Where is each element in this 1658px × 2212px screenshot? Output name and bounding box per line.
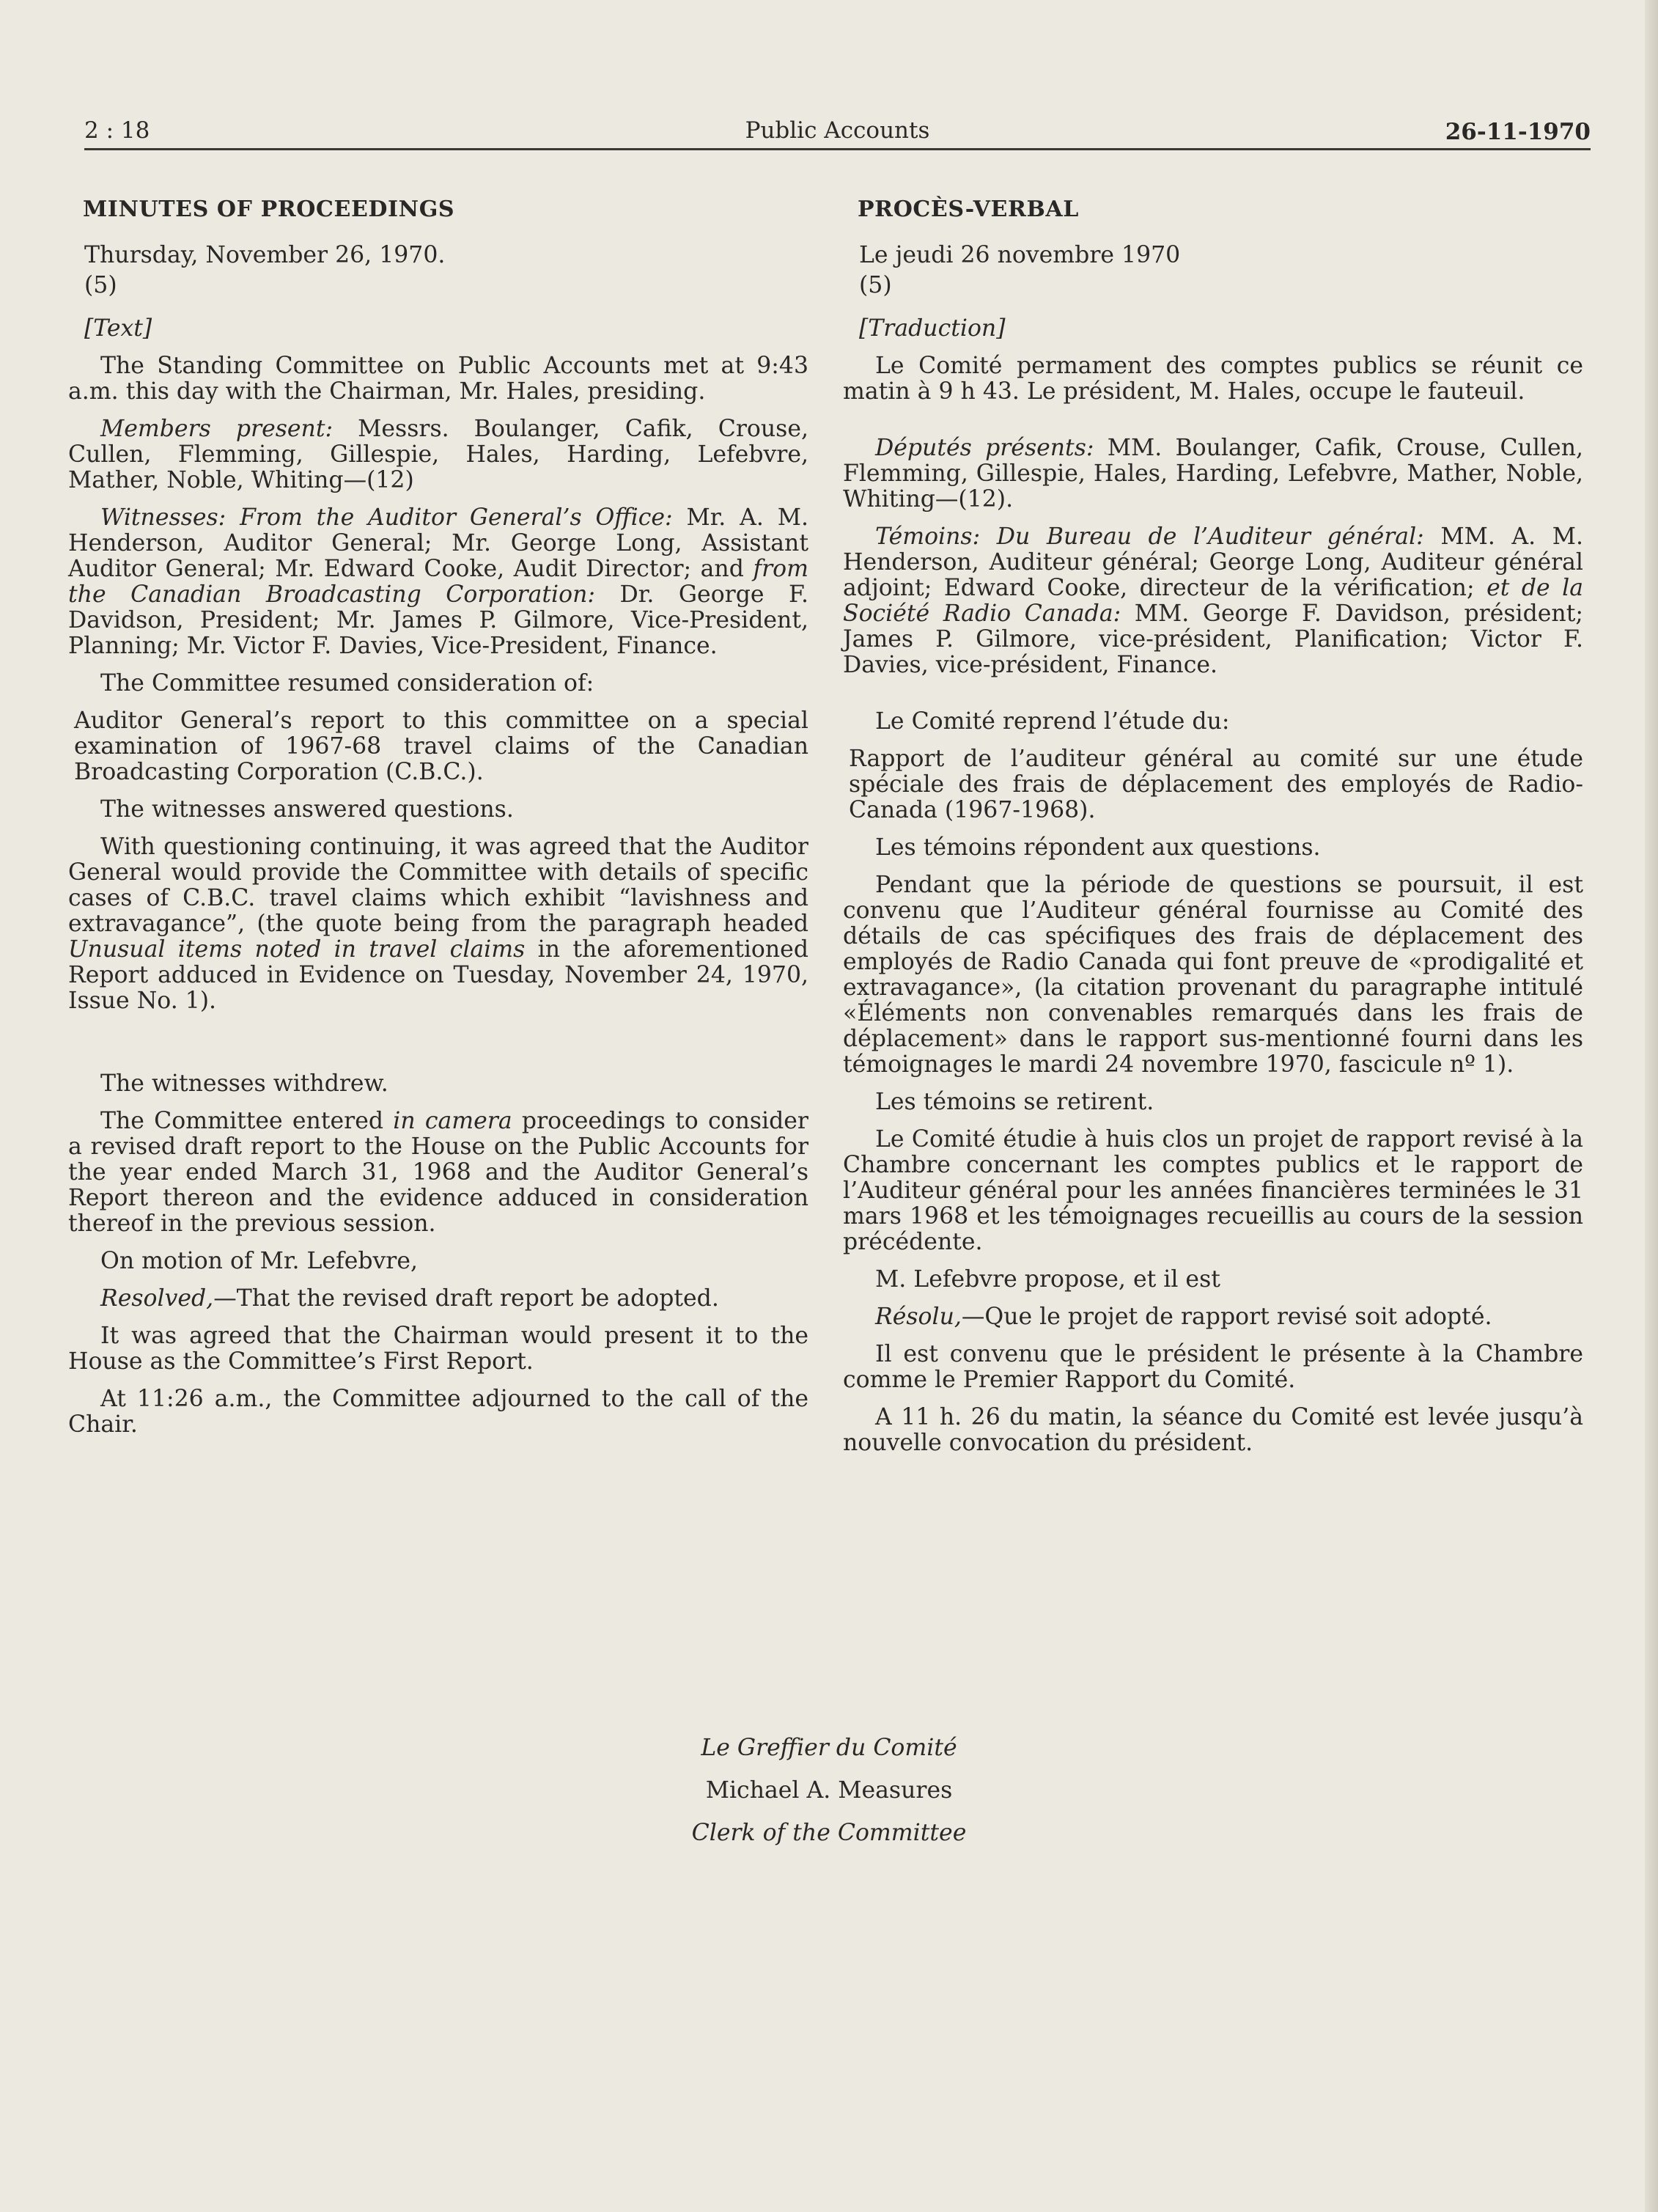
english-column <box>68 196 808 1449</box>
french-heading: PROCÈS-VERBAL <box>858 196 1079 222</box>
english-members-label: Members present: <box>100 416 334 442</box>
page-number: 2 : 18 <box>84 117 150 144</box>
french-members-label: Députés présents: <box>875 435 1094 461</box>
english-report: Auditor General’s report to this committee on a special examination of 1967-68 travel claims of the Canadian Broadcasting Corporation (C.B.C.). <box>74 708 808 785</box>
french-resolved <box>843 1304 1583 1330</box>
english-witnesses-cbc: Dr. George F. Davidson, President; Mr. James P. Gilmore, Vice-President, Planning; Mr. Victor F. Davies, Vice-President, Finance. <box>68 581 808 659</box>
french-adjourned: A 11 h. 26 du matin, la séance du Comité est levée jusqu’à nouvelle convocation du président. <box>843 1404 1583 1456</box>
clerk-name: Michael A. Measures <box>705 1777 953 1804</box>
english-camera <box>68 1109 808 1237</box>
french-opening: Le Comité permament des comptes publics se réunit ce matin à 9 h 43. Le président, M. Hales, occupe le fauteuil. <box>843 353 1583 405</box>
english-questioning-text: With questioning continuing, it was agreed that the Auditor General would provide the Committee with details of specific cases of C.B.C. travel claims which exhibit “lavishness and extravagance”, (the quote being from the paragraph headed <box>68 834 808 937</box>
running-header <box>84 110 1591 150</box>
french-witnesses-label-2: et de la Société Radio Canada: <box>843 575 1583 627</box>
english-date: Thursday, November 26, 1970. <box>84 242 446 268</box>
english-camera-text: The Committee entered <box>100 1108 394 1134</box>
french-text-label: [Traduction] <box>859 315 1006 342</box>
running-date: 26-11-1970 <box>1445 119 1591 145</box>
french-withdrew: Les témoins se retirent. <box>875 1089 1154 1115</box>
english-answered: The witnesses answered questions. <box>100 796 514 823</box>
english-members <box>68 416 808 493</box>
english-motion: On motion of Mr. Lefebvre, <box>100 1248 419 1274</box>
english-text-label: [Text] <box>84 315 152 342</box>
running-title: Public Accounts <box>745 117 930 144</box>
english-resolved-label: Resolved, <box>100 1285 214 1312</box>
english-camera-italic: in camera <box>393 1108 512 1134</box>
page-edge <box>1645 0 1658 2212</box>
english-resumed: The Committee resumed consideration of: <box>100 670 594 697</box>
english-members-list: Messrs. Boulanger, Cafik, Crouse, Cullen, Flemming, Gillespie, Hales, Harding, Lefebvre, Mather, Noble, Whiting—(12) <box>68 416 808 493</box>
english-opening: The Standing Committee on Public Accounts met at 9:43 a.m. this day with the Chairman, Mr. Hales, presiding. <box>68 353 808 405</box>
english-resolved-text: —That the revised draft report be adopted. <box>213 1285 719 1312</box>
french-witnesses-cbc: MM. George F. Davidson, président; James P. Gilmore, vice-président, Planification; Victor F. Davies, vice-président, Finance. <box>843 600 1583 678</box>
french-questioning: Pendant que la période de questions se poursuit, il est convenu que l’Auditeur général fournisse au Comité des détails de cas spécifiques des frais de déplacement des employés de Radio Canada qui font preuve de «prodigalité et extravagance», (la citation provenant du paragraphe intitulé «Éléments non convenables remarqués dans les frais de déplacement» dans le rapport sus-mentionné fourni dans les témoignages le mardi 24 novembre 1970, fascicule nº 1). <box>843 872 1583 1078</box>
french-motion: M. Lefebvre propose, et il est <box>875 1266 1220 1293</box>
french-agreed: Il est convenu que le président le présente à la Chambre comme le Premier Rapport du Comité. <box>843 1341 1583 1393</box>
french-members <box>843 436 1583 512</box>
english-adjourned: At 11:26 a.m., the Committee adjourned to the call of the Chair. <box>68 1386 808 1438</box>
french-date: Le jeudi 26 novembre 1970 <box>859 242 1181 268</box>
french-camera: Le Comité étudie à huis clos un projet de rapport revisé à la Chambre concernant les comptes publics et le rapport de l’Auditeur général pour les années financières terminées le 31 mars 1968 et les témoignages recueillis au cours de la session précédente. <box>843 1126 1583 1255</box>
french-resumed: Le Comité reprend l’étude du: <box>875 708 1230 735</box>
english-questioning <box>68 834 808 1014</box>
english-witnesses <box>68 505 808 659</box>
signature-block <box>0 1727 1658 1854</box>
french-issue: (5) <box>859 272 892 298</box>
french-witnesses-label: Témoins: Du Bureau de l’Auditeur général: <box>875 523 1424 550</box>
french-witnesses-auditor: MM. A. M. Henderson, Auditeur général; George Long, Auditeur général adjoint; Edward Cooke, directeur de la vérification; <box>843 523 1583 601</box>
english-questioning-italic: Unusual items noted in travel claims <box>68 936 526 963</box>
english-questioning-text-2: in the aforementioned Report adduced in Evidence on Tuesday, November 24, 1970, Issue No. 1). <box>68 936 808 1014</box>
clerk-title-french: Le Greffier du Comité <box>701 1735 957 1761</box>
english-heading: MINUTES OF PROCEEDINGS <box>83 196 455 222</box>
french-resolved-text: —Que le projet de rapport revisé soit adopté. <box>961 1304 1492 1330</box>
clerk-title-english: Clerk of the Committee <box>691 1820 967 1846</box>
english-withdrew: The witnesses withdrew. <box>100 1070 388 1097</box>
french-members-list: MM. Boulanger, Cafik, Crouse, Cullen, Flemming, Gillespie, Hales, Harding, Lefebvre, Mather, Noble, Whiting—(12). <box>843 435 1583 512</box>
english-issue: (5) <box>84 272 117 298</box>
french-column <box>843 196 1583 1468</box>
english-agreed: It was agreed that the Chairman would present it to the House as the Committee’s First Report. <box>68 1323 808 1375</box>
french-answered: Les témoins répondent aux questions. <box>875 834 1321 861</box>
english-camera-text-2: proceedings to consider a revised draft report to the House on the Public Accounts for the year ended March 31, 1968 and the Auditor General’s Report thereon and the evidence adduced in consideration thereof in the previous session. <box>68 1108 808 1237</box>
french-witnesses <box>843 524 1583 678</box>
english-witnesses-label-2: from the Canadian Broadcasting Corporation: <box>68 556 808 608</box>
english-witnesses-auditor: Mr. A. M. Henderson, Auditor General; Mr. George Long, Assistant Auditor General; Mr. Edward Cooke, Audit Director; and <box>68 504 809 582</box>
english-witnesses-label: Witnesses: From the Auditor General’s Office: <box>100 504 673 531</box>
english-resolved <box>68 1286 808 1312</box>
french-report: Rapport de l’auditeur général au comité sur une étude spéciale des frais de déplacement des employés de Radio-Canada (1967-1968). <box>849 746 1583 823</box>
french-resolved-label: Résolu, <box>875 1304 962 1330</box>
